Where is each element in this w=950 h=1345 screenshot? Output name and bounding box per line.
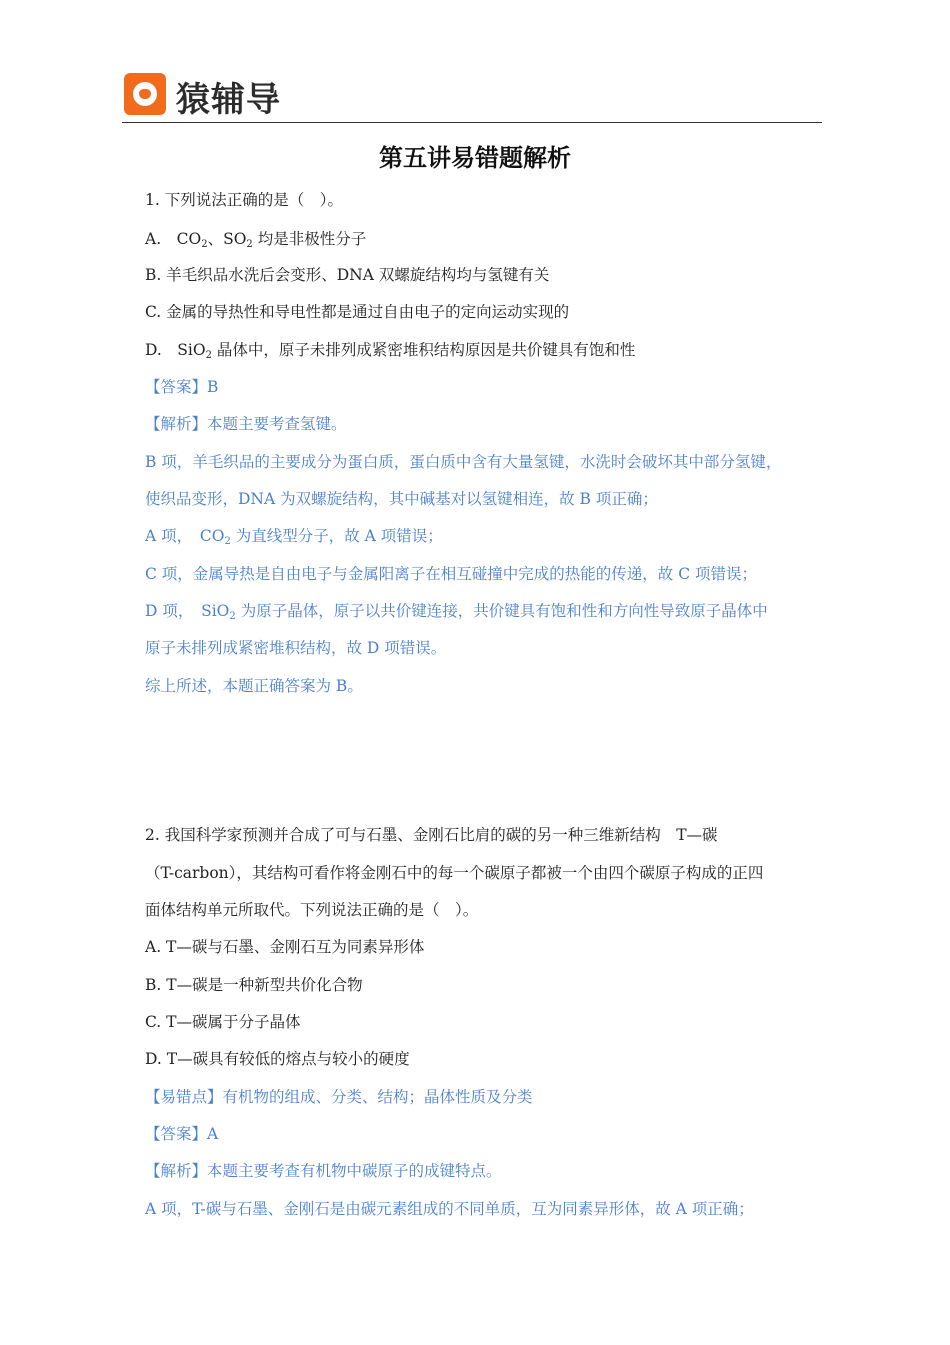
q2-stem-line1: 2. 我国科学家预测并合成了可与石墨、金刚石比肩的碳的另一种三维新结构 T—碳: [145, 826, 718, 844]
q1-analysis-c: C 项，金属导热是自由电子与金属阳离子在相互碰撞中完成的热能的传递，故 C 项错误；: [145, 565, 758, 583]
q2-option-b: B. T—碳是一种新型共价化合物: [145, 976, 363, 994]
q1-option-c: C. 金属的导热性和导电性都是通过自由电子的定向运动实现的: [145, 303, 570, 321]
q1-option-b: B. 羊毛织品水洗后会变形、DNA 双螺旋结构均与氢键有关: [145, 266, 550, 284]
brand-name: 猿辅导: [176, 80, 281, 120]
q2-option-c: C. T—碳属于分子晶体: [145, 1013, 301, 1031]
q2-stem-line2: （T-carbon），其结构可看作将金刚石中的每一个碳原子都被一个由四个碳原子构成的正四: [145, 864, 764, 882]
q2-analysis-heading: 【解析】本题主要考查有机物中碳原子的成键特点。: [145, 1162, 502, 1180]
q2-answer: 【答案】A: [145, 1125, 219, 1143]
q1-option-d: D. SiO$_2$ 晶体中，原子未排列成紧密堆积结构原因是共价键具有饱和性: [145, 341, 636, 361]
q1-analysis-a: A 项， $CO_2$ 为直线型分子，故 A 项错误；: [145, 527, 443, 547]
q2-option-a: A. T—碳与石墨、金刚石互为同素异形体: [145, 938, 425, 956]
q1-analysis-b-line1: B 项，羊毛织品的主要成分为蛋白质，蛋白质中含有大量氢键，水洗时会破坏其中部分氢键，: [145, 453, 782, 471]
page-header: [122, 70, 822, 123]
q2-stem-line3: 面体结构单元所取代。下列说法正确的是（ ）。: [145, 901, 479, 919]
q1-analysis-heading: 【解析】本题主要考查氢键。: [145, 415, 347, 433]
q1-option-a: A. $CO_2$、$SO_2$ 均是非极性分子: [145, 230, 367, 250]
page-title: 第五讲易错题解析: [379, 143, 571, 172]
q1-analysis-d-line2: 原子未排列成紧密堆积结构，故 D 项错误。: [145, 639, 447, 657]
q2-pitfall: 【易错点】有机物的组成、分类、结构；晶体性质及分类: [145, 1088, 533, 1106]
q2-analysis-a: A 项，T-碳与石墨、金刚石是由碳元素组成的不同单质，互为同素异形体，故 A 项正确；: [145, 1200, 754, 1218]
brand-logo-icon: [124, 73, 166, 115]
q2-option-d: D. T—碳具有较低的熔点与较小的硬度: [145, 1050, 410, 1068]
q1-analysis-b-line2: 使织品变形，DNA 为双螺旋结构，其中碱基对以氢键相连，故 B 项正确；: [145, 490, 658, 508]
q1-answer: 【答案】B: [145, 378, 219, 396]
q1-summary: 综上所述，本题正确答案为 B。: [145, 677, 363, 695]
q1-stem: 1. 下列说法正确的是（ ）。: [145, 191, 343, 209]
q1-analysis-d-line1: D 项， SiO$_2$ 为原子晶体，原子以共价键连接，共价键具有饱和性和方向性导致原子晶体中: [145, 602, 768, 622]
